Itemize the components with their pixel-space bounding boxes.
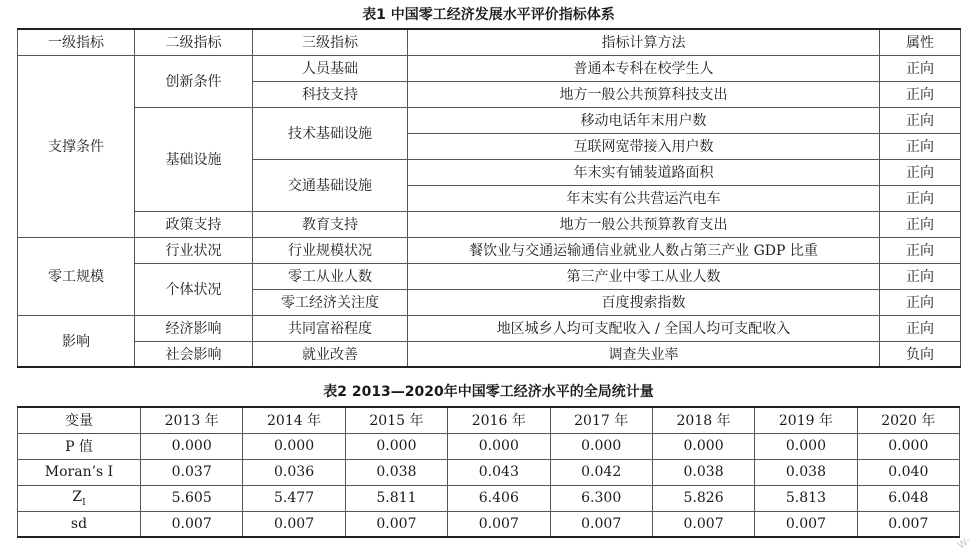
variable-cell [18, 485, 141, 511]
method-cell: 地区城乡人均可支配收入 / 全国人均可支配收入 [408, 315, 880, 341]
level3-cell: 零工经济关注度 [253, 289, 408, 315]
method-cell: 年末实有铺装道路面积 [408, 159, 880, 185]
value-cell: 0.037 [141, 459, 243, 485]
attribute-cell: 负向 [880, 341, 961, 367]
header-variable: 变量 [18, 407, 141, 433]
header-year: 2019 年 [755, 407, 857, 433]
level3-cell: 交通基础设施 [253, 159, 408, 211]
header-year: 2016 年 [448, 407, 550, 433]
value-cell: 0.007 [141, 511, 243, 537]
header-level3: 三级指标 [253, 29, 408, 55]
value-cell: 0.038 [652, 459, 754, 485]
value-cell: 0.042 [550, 459, 652, 485]
table1-header-row [18, 29, 961, 55]
table-row [18, 315, 961, 341]
attribute-cell: 正向 [880, 211, 961, 237]
table1-caption: 表1 中国零工经济发展水平评价指标体系 [362, 7, 615, 23]
method-cell: 地方一般公共预算科技支出 [408, 81, 880, 107]
global-statistics-table [17, 406, 960, 538]
value-cell: 0.036 [243, 459, 345, 485]
method-cell: 餐饮业与交通运输通信业就业人数占第三产业 GDP 比重 [408, 237, 880, 263]
value-cell: 0.038 [755, 459, 857, 485]
value-cell: 0.040 [857, 459, 959, 485]
attribute-cell: 正向 [880, 159, 961, 185]
value-cell: 0.000 [448, 433, 550, 459]
level3-cell: 科技支持 [253, 81, 408, 107]
value-cell: 0.000 [243, 433, 345, 459]
table-row [18, 511, 960, 537]
level3-cell: 行业规模状况 [253, 237, 408, 263]
value-cell: 0.007 [550, 511, 652, 537]
table-row [18, 107, 961, 133]
value-cell: 0.007 [652, 511, 754, 537]
value-cell: 6.406 [448, 485, 550, 511]
attribute-cell: 正向 [880, 81, 961, 107]
table-row [18, 211, 961, 237]
level2-cell: 基础设施 [135, 107, 253, 211]
value-cell: 5.813 [755, 485, 857, 511]
table-row [18, 237, 961, 263]
method-cell: 年末实有公共营运汽电车 [408, 185, 880, 211]
variable-cell: Moran’s I [18, 459, 141, 485]
value-cell: 0.000 [755, 433, 857, 459]
method-cell: 移动电话年末用户数 [408, 107, 880, 133]
value-cell: 5.477 [243, 485, 345, 511]
level1-cell: 零工规模 [18, 237, 135, 315]
value-cell: 5.826 [652, 485, 754, 511]
value-cell: 0.007 [857, 511, 959, 537]
table-row [18, 341, 961, 367]
method-cell: 第三产业中零工从业人数 [408, 263, 880, 289]
table2-header-row [18, 407, 960, 433]
variable-main: Z [72, 488, 83, 505]
value-cell: 0.000 [857, 433, 959, 459]
attribute-cell: 正向 [880, 185, 961, 211]
header-attribute: 属性 [880, 29, 961, 55]
watermark: W- [955, 535, 973, 552]
table-row [18, 263, 961, 289]
attribute-cell: 正向 [880, 55, 961, 81]
header-level1: 一级指标 [18, 29, 135, 55]
value-cell: 0.007 [243, 511, 345, 537]
table-row [18, 55, 961, 81]
attribute-cell: 正向 [880, 133, 961, 159]
header-year: 2018 年 [652, 407, 754, 433]
indicator-system-table [17, 28, 961, 368]
level2-cell: 创新条件 [135, 55, 253, 107]
attribute-cell: 正向 [880, 315, 961, 341]
attribute-cell: 正向 [880, 289, 961, 315]
value-cell: 0.038 [345, 459, 447, 485]
level3-cell: 共同富裕程度 [253, 315, 408, 341]
value-cell: 0.000 [652, 433, 754, 459]
attribute-cell: 正向 [880, 263, 961, 289]
variable-subscript: I [82, 497, 86, 508]
level3-cell: 人员基础 [253, 55, 408, 81]
level2-cell: 社会影响 [135, 341, 253, 367]
value-cell: 6.048 [857, 485, 959, 511]
level3-cell: 零工从业人数 [253, 263, 408, 289]
value-cell: 0.000 [141, 433, 243, 459]
header-year: 2015 年 [345, 407, 447, 433]
level2-cell: 行业状况 [135, 237, 253, 263]
header-year: 2020 年 [857, 407, 959, 433]
method-cell: 普通本专科在校学生人 [408, 55, 880, 81]
value-cell: 0.000 [550, 433, 652, 459]
value-cell: 0.007 [755, 511, 857, 537]
attribute-cell: 正向 [880, 237, 961, 263]
header-level2: 二级指标 [135, 29, 253, 55]
table-row [18, 485, 960, 511]
table2-caption: 表2 2013—2020年中国零工经济水平的全局统计量 [323, 384, 654, 400]
method-cell: 地方一般公共预算教育支出 [408, 211, 880, 237]
value-cell: 5.811 [345, 485, 447, 511]
value-cell: 0.043 [448, 459, 550, 485]
header-year: 2013 年 [141, 407, 243, 433]
table-row [18, 459, 960, 485]
level1-cell: 支撑条件 [18, 55, 135, 237]
level3-cell: 教育支持 [253, 211, 408, 237]
method-cell: 百度搜索指数 [408, 289, 880, 315]
table-row [18, 433, 960, 459]
variable-cell: sd [18, 511, 141, 537]
method-cell: 调查失业率 [408, 341, 880, 367]
level2-cell: 经济影响 [135, 315, 253, 341]
level2-cell: 个体状况 [135, 263, 253, 315]
header-year: 2017 年 [550, 407, 652, 433]
attribute-cell: 正向 [880, 107, 961, 133]
level3-cell: 技术基础设施 [253, 107, 408, 159]
header-year: 2014 年 [243, 407, 345, 433]
value-cell: 5.605 [141, 485, 243, 511]
header-method: 指标计算方法 [408, 29, 880, 55]
variable-cell: P 值 [18, 433, 141, 459]
value-cell: 6.300 [550, 485, 652, 511]
value-cell: 0.007 [448, 511, 550, 537]
value-cell: 0.007 [345, 511, 447, 537]
level1-cell: 影响 [18, 315, 135, 367]
level2-cell: 政策支持 [135, 211, 253, 237]
method-cell: 互联网宽带接入用户数 [408, 133, 880, 159]
value-cell: 0.000 [345, 433, 447, 459]
level3-cell: 就业改善 [253, 341, 408, 367]
